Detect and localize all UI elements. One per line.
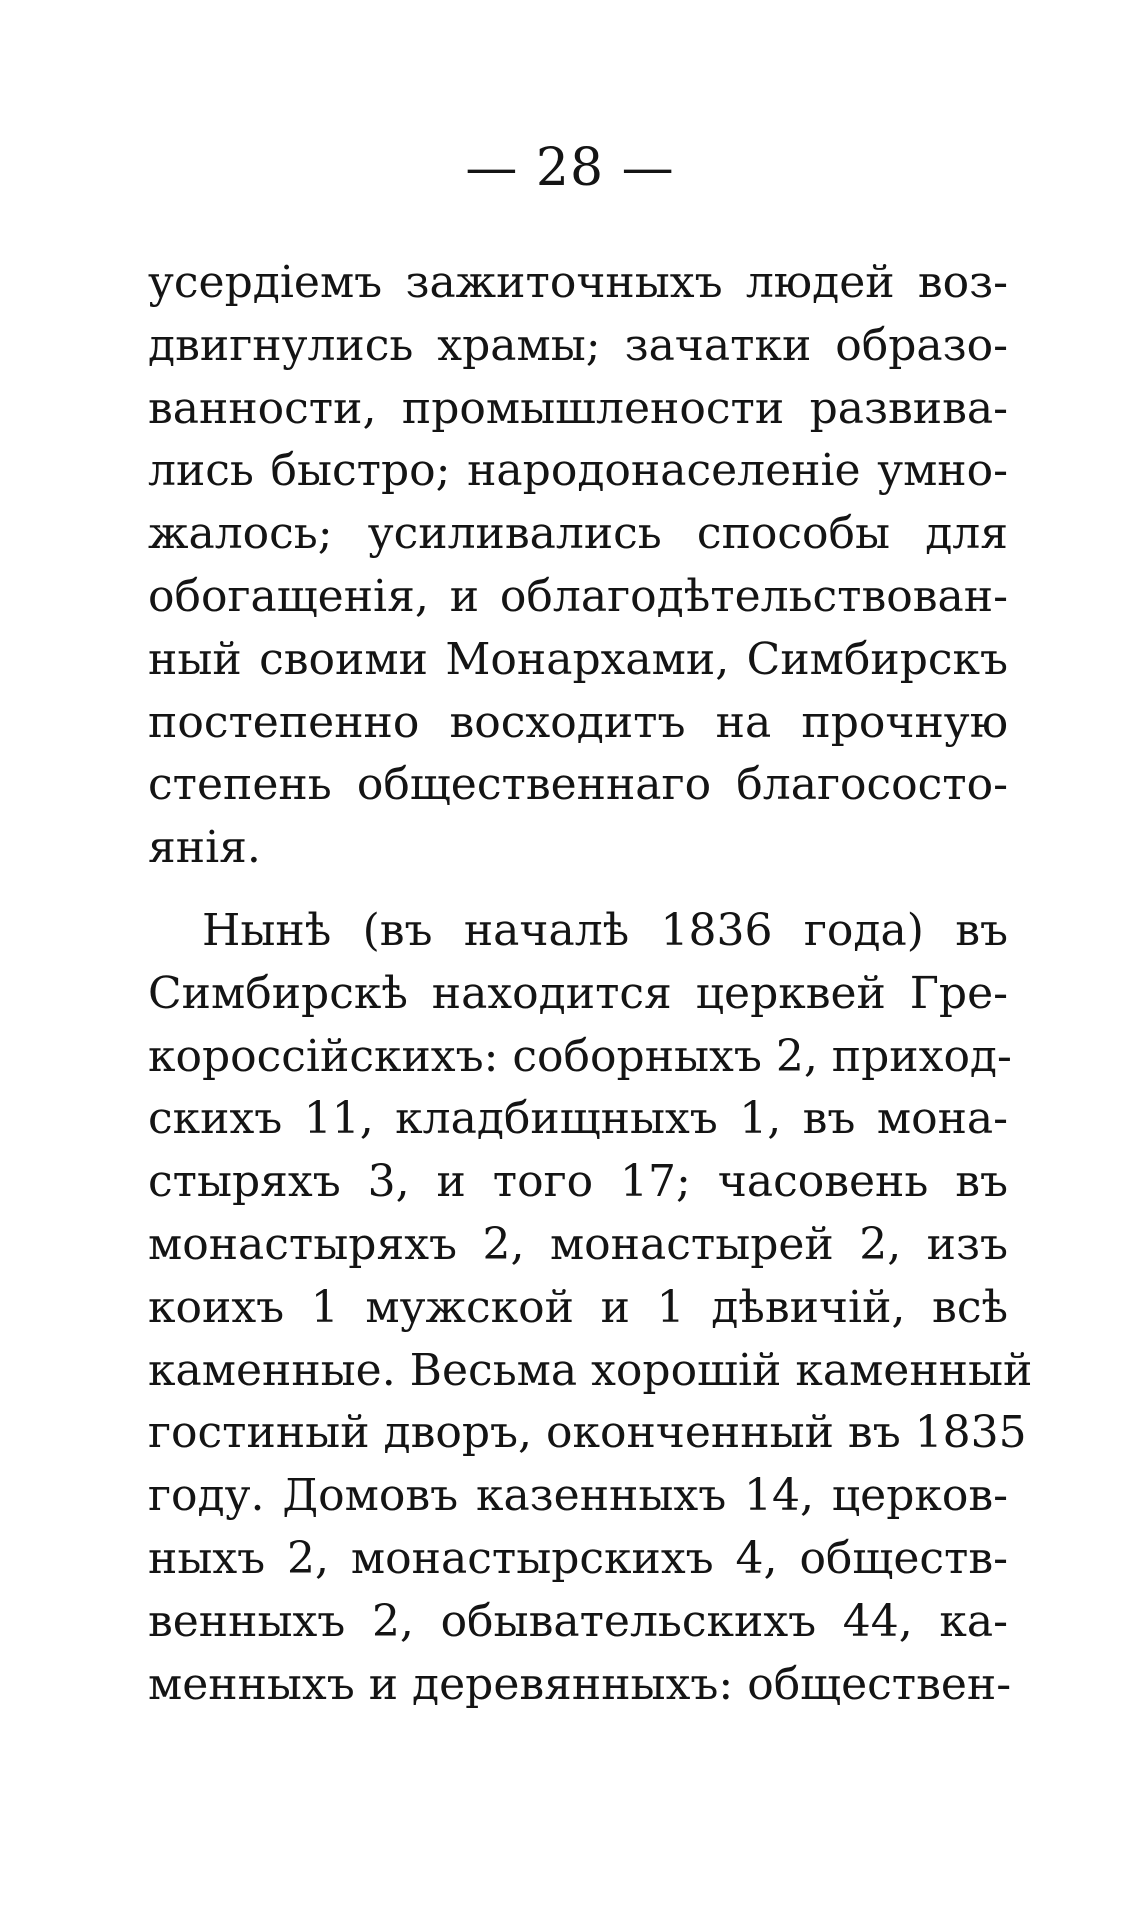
text-line: стыряхъ 3, и того 17; часовень въ	[148, 1156, 1008, 1208]
text-line: жалось; усиливались способы для	[148, 508, 1008, 560]
paragraph-gap	[148, 880, 1008, 900]
text-line: обогащенія, и облагодѣтельствован-	[148, 570, 1008, 622]
text-line: постепенно восходитъ на прочную	[148, 696, 1008, 748]
text-line: лись быстро; народонаселеніе умно-	[148, 445, 1008, 497]
text-line: менныхъ и деревянныхъ: обществен-	[148, 1658, 1012, 1710]
text-line: янія.	[148, 822, 261, 874]
text-line: Нынѣ (въ началѣ 1836 года) въ	[202, 904, 1008, 956]
text-line: коихъ 1 мужской и 1 дѣвичій, всѣ	[148, 1281, 1008, 1333]
paragraph-2	[148, 900, 1033, 1716]
text-line: ванности, промышлености развива-	[148, 382, 1008, 434]
paragraph-1	[148, 252, 1008, 880]
text-line: усердіемъ зажиточныхъ людей воз-	[148, 257, 1008, 308]
text-line: монастыряхъ 2, монастырей 2, изъ	[148, 1218, 1008, 1270]
text-line: году. Домовъ казенныхъ 14, церков-	[148, 1470, 1008, 1522]
text-line: скихъ 11, кладбищныхъ 1, въ мона-	[148, 1093, 1008, 1145]
body-text	[148, 252, 1033, 1716]
text-line: степень общественнаго благососто-	[148, 759, 1008, 811]
text-line: короссійскихъ: соборныхъ 2, приход-	[148, 1030, 1012, 1082]
text-line: гостиный дворъ, оконченный въ 1835	[148, 1407, 1027, 1459]
text-line: каменные. Весьма хорошій каменный	[148, 1344, 1033, 1396]
page-number: — 28 —	[465, 138, 675, 198]
text-line: ный своими Монархами, Симбирскъ	[148, 633, 1008, 685]
text-line: двигнулись храмы; зачатки образо-	[148, 319, 1008, 371]
text-line: венныхъ 2, обывательскихъ 44, ка-	[148, 1595, 1008, 1647]
text-line: Симбирскѣ находится церквей Гре-	[148, 967, 1008, 1019]
text-line: ныхъ 2, монастырскихъ 4, обществ-	[148, 1532, 1008, 1584]
